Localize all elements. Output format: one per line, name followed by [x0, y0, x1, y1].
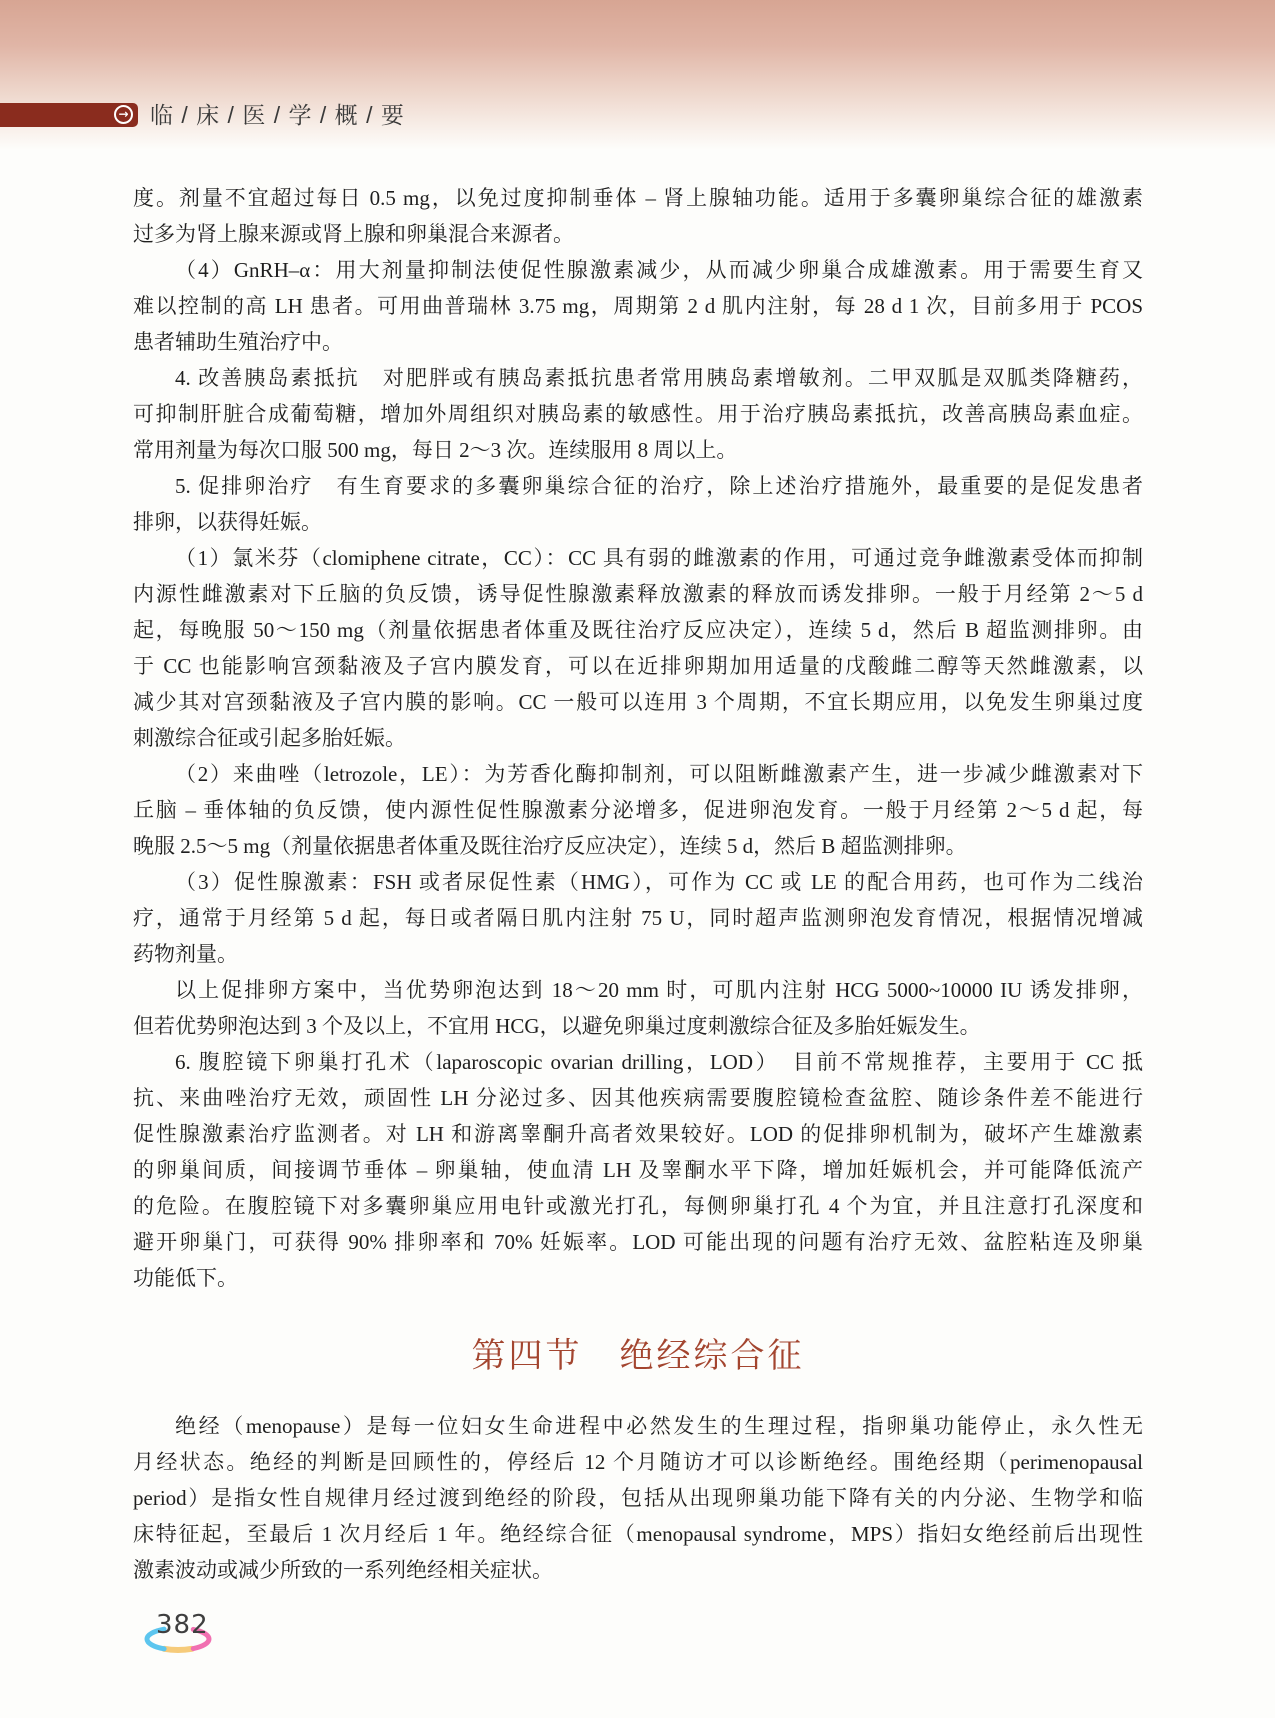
text-line: 可抑制肝脏合成葡萄糖，增加外周组织对胰岛素的敏感性。用于治疗胰岛素抵抗，改善高胰岛素血症。	[133, 402, 1143, 426]
text-line: 晚服 2.5～5 mg（剂量依据患者体重及既往治疗反应决定），连续 5 d，然后 B 超监测排卵。	[133, 834, 967, 858]
section-heading-wrap	[133, 1296, 1143, 1408]
text-line: 内源性雌激素对下丘脑的负反馈，诱导促性腺激素释放激素的释放而诱发排卵。一般于月经第 2～5 d	[133, 582, 1143, 606]
text-line: 4. 改善胰岛素抵抗 对肥胖或有胰岛素抵抗患者常用胰岛素增敏剂。二甲双胍是双胍类降糖药，	[175, 366, 1143, 390]
text-line: 但若优势卵泡达到 3 个及以上，不宜用 HCG，以避免卵巢过度刺激综合征及多胎妊娠发生。	[133, 1014, 981, 1038]
text-line: 月经状态。绝经的判断是回顾性的，停经后 12 个月随访才可以诊断绝经。围绝经期（perimenopausal	[133, 1450, 1143, 1474]
text-line: （3）促性腺激素：FSH 或者尿促性素（HMG），可作为 CC 或 LE 的配合用药，也可作为二线治	[175, 870, 1143, 894]
text-line: 过多为肾上腺来源或肾上腺和卵巢混合来源者。	[133, 222, 574, 246]
main-body-text	[133, 180, 1143, 1296]
text-line: 药物剂量。	[133, 942, 238, 966]
text-line: 度。剂量不宜超过每日 0.5 mg，以免过度抑制垂体 – 肾上腺轴功能。适用于多囊卵巢综合征的雄激素	[133, 186, 1143, 210]
text-line: 起，每晚服 50～150 mg（剂量依据患者体重及既往治疗反应决定），连续 5 d，然后 B 超监测排卵。由	[133, 618, 1143, 642]
section-heading: 第四节 绝经综合征	[471, 1336, 805, 1375]
arrow-right-circle-icon: →	[114, 105, 133, 124]
text-line: 患者辅助生殖治疗中。	[133, 330, 343, 354]
text-line: 于 CC 也能影响宫颈黏液及子宫内膜发育，可以在近排卵期加用适量的戊酸雌二醇等天然雌激素，以	[133, 654, 1143, 678]
text-line: 常用剂量为每次口服 500 mg，每日 2～3 次。连续服用 8 周以上。	[133, 438, 738, 462]
text-line: 疗，通常于月经第 5 d 起，每日或者隔日肌内注射 75 U，同时超声监测卵泡发育情况，根据情况增减	[133, 906, 1143, 930]
text-line: 丘脑 – 垂体轴的负反馈，使内源性促性腺激素分泌增多，促进卵泡发育。一般于月经第 2～5 d 起，每	[133, 798, 1143, 822]
text-line: （4）GnRH–α：用大剂量抑制法使促性腺激素减少，从而减少卵巢合成雄激素。用于需要生育又	[175, 258, 1143, 282]
text-line: （2）来曲唑（letrozole，LE）：为芳香化酶抑制剂，可以阻断雌激素产生，进一步减少雌激素对下	[175, 762, 1143, 786]
text-line: 避开卵巢门，可获得 90% 排卵率和 70% 妊娠率。LOD 可能出现的问题有治疗无效、盆腔粘连及卵巢	[133, 1230, 1143, 1254]
text-line: （1）氯米芬（clomiphene citrate，CC）：CC 具有弱的雌激素的作用，可通过竞争雌激素受体而抑制	[175, 546, 1143, 570]
book-title: 临 / 床 / 医 / 学 / 概 / 要	[150, 102, 405, 128]
text-line: 难以控制的高 LH 患者。可用曲普瑞林 3.75 mg，周期第 2 d 肌内注射，每 28 d 1 次，目前多用于 PCOS	[133, 294, 1143, 318]
text-line: 排卵，以获得妊娠。	[133, 510, 322, 534]
text-line: 的危险。在腹腔镜下对多囊卵巢应用电针或激光打孔，每侧卵巢打孔 4 个为宜，并且注意打孔深度和	[133, 1194, 1143, 1218]
text-line: 减少其对宫颈黏液及子宫内膜的影响。CC 一般可以连用 3 个周期，不宜长期应用，以免发生卵巢过度	[133, 690, 1143, 714]
text-line: 6. 腹腔镜下卵巢打孔术（laparoscopic ovarian drilling，LOD） 目前不常规推荐，主要用于 CC 抵	[175, 1050, 1143, 1074]
section-body-text	[133, 1408, 1143, 1588]
text-line: 功能低下。	[133, 1266, 238, 1290]
page-number: 382	[156, 1610, 209, 1640]
text-line: 以上促排卵方案中，当优势卵泡达到 18～20 mm 时，可肌内注射 HCG 5000~10000 IU 诱发排卵，	[175, 978, 1143, 1002]
text-line: 抗、来曲唑治疗无效，顽固性 LH 分泌过多、因其他疾病需要腹腔镜检查盆腔、随诊条件差不能进行	[133, 1086, 1143, 1110]
text-line: 刺激综合征或引起多胎妊娠。	[133, 726, 406, 750]
text-line: 绝经（menopause）是每一位妇女生命进程中必然发生的生理过程，指卵巢功能停止，永久性无	[175, 1414, 1143, 1438]
page-footer	[146, 1610, 216, 1658]
text-line: 的卵巢间质，间接调节垂体 – 卵巢轴，使血清 LH 及睾酮水平下降，增加妊娠机会，并可能降低流产	[133, 1158, 1143, 1182]
text-line: period）是指女性自规律月经过渡到绝经的阶段，包括从出现卵巢功能下降有关的内分泌、生物学和临	[133, 1486, 1143, 1510]
chapter-header-bar	[0, 103, 138, 127]
text-line: 激素波动或减少所致的一系列绝经相关症状。	[133, 1558, 553, 1582]
text-line: 促性腺激素治疗监测者。对 LH 和游离睾酮升高者效果较好。LOD 的促排卵机制为，破坏产生雄激素	[133, 1122, 1143, 1146]
text-line: 5. 促排卵治疗 有生育要求的多囊卵巢综合征的治疗，除上述治疗措施外，最重要的是促发患者	[175, 474, 1143, 498]
text-line: 床特征起，至最后 1 次月经后 1 年。绝经综合征（menopausal syndrome，MPS）指妇女绝经前后出现性	[133, 1522, 1143, 1546]
